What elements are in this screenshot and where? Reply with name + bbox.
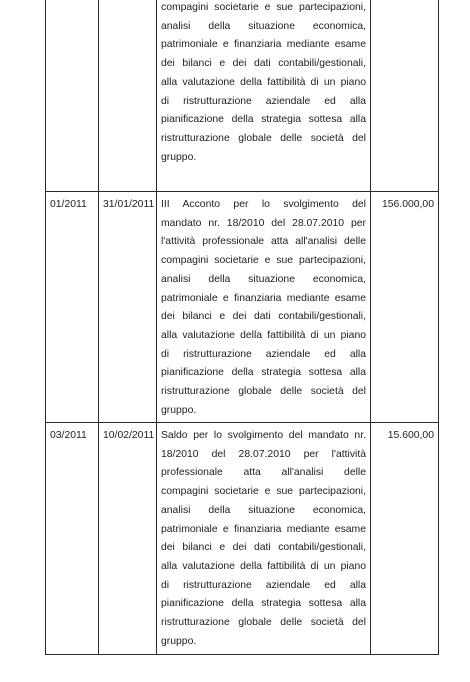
period-cell: 01/2011: [46, 192, 99, 423]
invoice-date-cell: [99, 0, 157, 192]
description-line: compagini societarie e sue partecipazioni,: [161, 255, 366, 267]
description-cell: [157, 423, 371, 655]
table-row: [46, 423, 439, 655]
description-line: gruppo.: [161, 151, 197, 163]
description-line: mandato nr. 18/2010 del 28.07.2010 per: [161, 217, 366, 229]
table-row: [46, 0, 439, 192]
description-line: 18/2010 del 28.07.2010 per l'attività: [161, 448, 366, 460]
amount-cell: [371, 0, 439, 192]
period-cell: [46, 0, 99, 192]
table-row: [46, 192, 439, 423]
description-line: ristrutturazione globale delle società del: [161, 617, 366, 629]
invoice-date-cell: 10/02/2011: [99, 423, 157, 655]
description-line: patrimoniale e finanziaria mediante esame: [161, 292, 366, 304]
description-line: di ristrutturazione aziendale ed alla: [161, 95, 366, 107]
description-line: analisi della situazione economica,: [161, 20, 366, 32]
description-line: di ristrutturazione aziendale ed alla: [161, 579, 366, 591]
description-line: analisi della situazione economica,: [161, 504, 366, 516]
amount-cell: 156.000,00: [371, 192, 439, 423]
description-line: gruppo.: [161, 404, 197, 416]
description-line: dei bilanci e dei dati contabili/gestionali,: [161, 311, 366, 323]
description-line: compagini societarie e sue partecipazioni,: [161, 486, 366, 498]
invoice-date-cell: 31/01/2011: [99, 192, 157, 423]
description-line: gruppo.: [161, 635, 197, 647]
period-cell: 03/2011: [46, 423, 99, 655]
description-line: alla valutazione della fattibilità di un piano: [161, 76, 366, 88]
description-line: dei bilanci e dei dati contabili/gestionali,: [161, 542, 366, 554]
description-line: patrimoniale e finanziaria mediante esame: [161, 39, 366, 51]
description-line: ristrutturazione globale delle società del: [161, 132, 366, 144]
description-cell: [157, 0, 371, 192]
description-line: compagini societarie e sue partecipazioni,: [161, 2, 366, 13]
description-line: ristrutturazione globale delle società del: [161, 386, 366, 398]
description-cell: [157, 192, 371, 423]
description-line: III Acconto per lo svolgimento del: [161, 199, 366, 210]
description-line: alla valutazione della fattibilità di un piano: [161, 329, 366, 341]
description-line: pianificazione della strategia sottesa alla: [161, 114, 366, 126]
description-line: l'attività professionale atta all'analisi delle: [161, 236, 366, 248]
description-line: analisi della situazione economica,: [161, 273, 366, 285]
description-line: professionale atta all'analisi delle: [161, 467, 366, 479]
fee-table: [45, 0, 439, 655]
description-line: alla valutazione della fattibilità di un piano: [161, 560, 366, 572]
description-line: pianificazione della strategia sottesa alla: [161, 367, 366, 379]
description-line: dei bilanci e dei dati contabili/gestionali,: [161, 58, 366, 70]
description-line: Saldo per lo svolgimento del mandato nr.: [161, 430, 366, 441]
description-line: patrimoniale e finanziaria mediante esame: [161, 523, 366, 535]
amount-cell: 15.600,00: [371, 423, 439, 655]
description-line: pianificazione della strategia sottesa alla: [161, 598, 366, 610]
fee-table-body: [46, 0, 439, 655]
description-line: di ristrutturazione aziendale ed alla: [161, 348, 366, 360]
